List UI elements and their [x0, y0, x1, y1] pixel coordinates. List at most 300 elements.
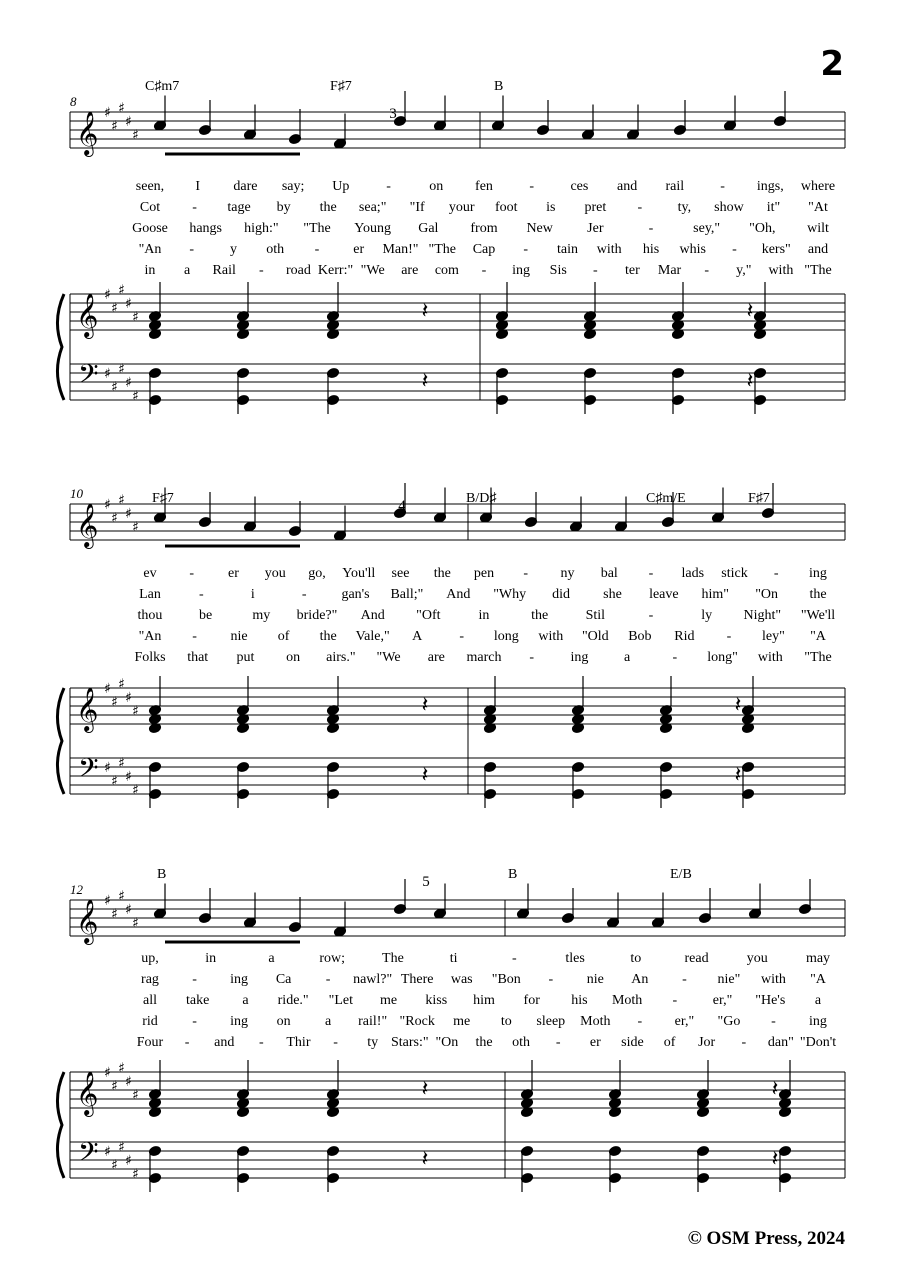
sharp-sign: ♯ — [125, 1074, 132, 1090]
quarter-rest: 𝄽 — [771, 1147, 779, 1172]
lyric-syllable: - — [459, 629, 465, 644]
lyric-syllable: ride." — [277, 993, 309, 1008]
lyrics — [134, 566, 835, 665]
bass-clef: 𝄢 — [78, 752, 99, 790]
sharp-sign: ♯ — [111, 1078, 118, 1095]
lyric-syllable: are — [427, 650, 445, 665]
lyric-syllable: and — [214, 1035, 235, 1050]
lyric-syllable: There — [400, 972, 434, 987]
lyric-syllable: - — [732, 242, 737, 257]
lyric-syllable: airs." — [326, 650, 356, 665]
lyric-syllable: Moth — [580, 1014, 611, 1029]
lyric-syllable: ter — [625, 263, 640, 278]
lyric-syllable: - — [741, 1035, 747, 1050]
lyric-syllable: ti — [449, 951, 458, 966]
lyric-syllable: from — [470, 221, 498, 236]
sharp-sign: ♯ — [125, 375, 132, 391]
lyric-syllable: and — [617, 179, 638, 194]
lyric-syllable: - — [192, 200, 197, 215]
lyric-syllable: er — [228, 566, 239, 581]
lyric-syllable: ing — [230, 972, 249, 987]
lyric-syllable: rid — [142, 1014, 158, 1029]
lyric-syllable: to — [630, 951, 642, 966]
quarter-rest: 𝄽 — [734, 763, 742, 788]
lyric-syllable: pret — [584, 200, 607, 215]
lyric-syllable: hangs — [189, 221, 223, 236]
sharp-sign: ♯ — [118, 282, 125, 299]
sharp-sign: ♯ — [132, 1087, 139, 1104]
lyric-syllable: nie — [230, 629, 248, 644]
quarter-rest: 𝄽 — [746, 299, 754, 324]
lyric-syllable: lads — [681, 566, 705, 581]
rehearsal-number: 4 — [398, 498, 406, 514]
lyric-syllable: er," — [712, 993, 733, 1008]
bass-clef: 𝄢 — [78, 358, 99, 396]
lyric-syllable: "Don't — [799, 1035, 837, 1050]
lyric-syllable: - — [189, 566, 195, 581]
lyric-syllable: - — [325, 972, 331, 987]
sharp-sign: ♯ — [118, 1060, 125, 1077]
lyric-syllable: - — [648, 608, 654, 623]
sharp-sign: ♯ — [132, 782, 139, 799]
lyric-syllable: Up — [332, 179, 350, 194]
piano-bass-staff — [70, 1139, 845, 1178]
lyric-syllable: a — [184, 263, 191, 278]
lyric-syllable: Jor — [698, 1035, 716, 1050]
lyric-syllable: "The — [303, 221, 331, 236]
lyric-syllable: dare — [233, 179, 258, 194]
music-system — [57, 483, 845, 808]
sharp-sign: ♯ — [104, 287, 111, 303]
chord-symbol: F♯7 — [748, 491, 770, 506]
lyric-syllable: "Rock — [399, 1014, 435, 1029]
lyric-syllable: you — [746, 951, 768, 966]
sharp-sign: ♯ — [111, 1157, 118, 1174]
sharp-sign: ♯ — [111, 118, 118, 135]
lyric-syllable: say; — [281, 179, 305, 194]
lyric-syllable: - — [726, 629, 732, 644]
lyric-syllable: road — [285, 263, 311, 278]
lyric-syllable: Folks — [134, 650, 166, 665]
treble-clef: 𝄞 — [76, 503, 99, 547]
quarter-rest: 𝄽 — [421, 299, 429, 324]
lyric-syllable: "If — [409, 200, 425, 215]
lyric-syllable: did — [552, 587, 571, 602]
lyric-syllable: of — [277, 629, 290, 644]
sharp-sign: ♯ — [111, 694, 118, 711]
lyric-syllable: - — [301, 587, 307, 602]
lyric-syllable: "We — [360, 263, 385, 278]
lyric-syllable: - — [189, 242, 195, 257]
lyric-syllable: him" — [701, 587, 729, 602]
lyric-syllable: - — [637, 200, 643, 215]
lyric-syllable: - — [648, 566, 654, 581]
lyric-syllable: ly — [701, 608, 713, 623]
brace — [57, 294, 64, 400]
quarter-rest: 𝄽 — [746, 369, 754, 394]
lyric-syllable: the — [475, 1035, 493, 1050]
lyric-syllable: his — [571, 993, 588, 1008]
quarter-rest: 𝄽 — [421, 1147, 429, 1172]
lyric-syllable: Vale," — [355, 629, 390, 644]
lyric-syllable: high:" — [244, 221, 279, 236]
lyric-syllable: in — [478, 608, 490, 623]
lyric-syllable: A — [412, 629, 423, 644]
lyric-syllable: long" — [707, 650, 738, 665]
lyric-syllable: "We — [376, 650, 401, 665]
lyric-syllable: with — [761, 972, 786, 987]
lyric-syllable: - — [720, 179, 725, 194]
sharp-sign: ♯ — [125, 769, 132, 785]
lyric-syllable: "Why — [493, 587, 527, 602]
lyric-syllable: was — [450, 972, 473, 987]
rehearsal-number: 3 — [389, 106, 397, 122]
chord-symbol: C♯m/E — [646, 491, 686, 506]
lyric-syllable: seen, — [135, 179, 165, 194]
lyric-syllable: "The — [428, 242, 456, 257]
piano-treble-staff — [70, 294, 845, 330]
lyric-syllable: ing — [809, 566, 827, 581]
lyric-syllable: "Go — [717, 1014, 741, 1029]
lyric-syllable: "Oh, — [749, 221, 776, 236]
lyric-syllable: with — [757, 650, 783, 665]
lyric-syllable: - — [523, 242, 529, 257]
lyric-syllable: - — [192, 1014, 197, 1029]
sharp-sign: ♯ — [118, 361, 125, 378]
sharp-sign: ♯ — [104, 681, 111, 697]
quarter-rest: 𝄽 — [421, 763, 429, 788]
lyric-syllable: kiss — [425, 993, 448, 1008]
quarter-rest: 𝄽 — [421, 1077, 429, 1102]
brace — [57, 688, 64, 794]
lyric-syllable: "Let — [328, 993, 354, 1008]
lyric-syllable: Jer — [587, 221, 604, 236]
sharp-sign: ♯ — [132, 1166, 139, 1183]
lyric-syllable: Bob — [628, 629, 652, 644]
lyric-syllable: y — [230, 242, 237, 257]
sharp-sign: ♯ — [111, 510, 118, 527]
lyric-syllable: the — [319, 200, 337, 215]
lyric-syllable: me — [453, 1014, 471, 1029]
lyric-syllable: with — [768, 263, 794, 278]
piano-treble-staff — [70, 1072, 845, 1108]
sharp-sign: ♯ — [125, 114, 132, 130]
lyric-syllable: in — [205, 951, 217, 966]
lyric-syllable: in — [144, 263, 156, 278]
chord-symbol: C♯m7 — [145, 79, 180, 94]
quarter-rest: 𝄽 — [734, 693, 742, 718]
lyric-syllable: - — [192, 972, 197, 987]
lyric-syllable: Young — [354, 221, 392, 236]
lyric-syllable: take — [186, 993, 210, 1008]
lyric-syllable: - — [672, 993, 678, 1008]
sharp-sign: ♯ — [111, 379, 118, 396]
lyric-syllable: sleep — [536, 1014, 566, 1029]
lyric-syllable: oth — [266, 242, 285, 257]
lyric-syllable: I — [195, 179, 201, 194]
lyric-syllable: - — [199, 587, 204, 602]
lyric-syllable: - — [512, 951, 517, 966]
chord-symbol: F♯7 — [330, 79, 352, 94]
lyric-syllable: Moth — [611, 993, 643, 1008]
lyric-syllable: Man!" — [382, 242, 419, 257]
lyric-syllable: y," — [736, 263, 752, 278]
lyric-syllable: Lan — [139, 587, 161, 602]
lyric-syllable: "An — [138, 242, 162, 257]
sharp-sign: ♯ — [111, 300, 118, 317]
lyric-syllable: - — [648, 221, 654, 236]
lyric-syllable: "Old — [581, 629, 609, 644]
lyric-syllable: thou — [137, 608, 163, 623]
lyric-syllable: a — [268, 951, 275, 966]
lyric-syllable: - — [704, 263, 710, 278]
lyric-syllable: a — [814, 993, 822, 1008]
lyric-syllable: Ca — [275, 972, 292, 987]
lyric-syllable: "A — [810, 972, 826, 987]
lyric-syllable: side — [621, 1035, 644, 1050]
lyric-syllable: Sis — [549, 263, 567, 278]
lyric-syllable: pen — [473, 566, 495, 581]
copyright: © OSM Press, 2024 — [687, 1228, 845, 1249]
lyric-syllable: Ball;" — [390, 587, 424, 602]
lyric-syllable: - — [529, 179, 535, 194]
lyric-syllable: The — [382, 951, 404, 966]
lyric-syllable: to — [500, 1014, 512, 1029]
lyric-syllable: An — [631, 972, 649, 987]
lyric-syllable: up, — [141, 951, 159, 966]
chord-symbol: B — [508, 867, 518, 882]
lyric-syllable: the — [531, 608, 549, 623]
lyric-syllable: ty, — [677, 200, 692, 215]
lyric-syllable: by — [276, 200, 291, 215]
lyric-syllable: sey," — [693, 221, 721, 236]
sharp-sign: ♯ — [118, 492, 125, 509]
lyric-syllable: "We'll — [800, 608, 836, 623]
lyric-syllable: - — [529, 650, 535, 665]
sharp-sign: ♯ — [111, 773, 118, 790]
lyric-syllable: - — [258, 263, 264, 278]
lyric-syllable: And — [446, 587, 471, 602]
lyric-syllable: him — [473, 993, 495, 1008]
lyric-syllable: rail — [665, 179, 685, 194]
lyric-syllable: sea;" — [358, 200, 387, 215]
sharp-sign: ♯ — [111, 906, 118, 923]
lyric-syllable: for — [523, 993, 540, 1008]
lyric-syllable: - — [523, 566, 529, 581]
sharp-sign: ♯ — [118, 888, 125, 905]
sharp-sign: ♯ — [132, 127, 139, 144]
lyric-syllable: "Oft — [416, 608, 441, 623]
lyric-syllable: with — [596, 242, 622, 257]
sharp-sign: ♯ — [118, 100, 125, 117]
chord-symbol: B — [157, 867, 167, 882]
lyric-syllable: tage — [227, 200, 251, 215]
sharp-sign: ♯ — [104, 105, 111, 121]
sharp-sign: ♯ — [104, 497, 111, 513]
lyric-syllable: see — [391, 566, 410, 581]
lyric-syllable: gan's — [341, 587, 370, 602]
sharp-sign: ♯ — [104, 760, 111, 776]
lyrics — [132, 179, 835, 278]
lyric-syllable: a — [325, 1014, 332, 1029]
sharp-sign: ♯ — [132, 388, 139, 405]
measure-number: 8 — [70, 94, 77, 109]
sharp-sign: ♯ — [132, 703, 139, 720]
lyric-syllable: oth — [512, 1035, 531, 1050]
lyric-syllable: wilt — [807, 221, 829, 236]
lyric-syllable: tles — [565, 951, 585, 966]
lyric-syllable: it" — [766, 200, 781, 215]
lyric-syllable: nie — [586, 972, 604, 987]
lyric-syllable: nawl?" — [353, 972, 393, 987]
lyric-syllable: may — [805, 951, 831, 966]
lyric-syllable: New — [526, 221, 553, 236]
lyric-syllable: long — [493, 629, 519, 644]
lyric-syllable: Cap — [472, 242, 496, 257]
measure-number: 12 — [70, 882, 83, 897]
lyrics — [137, 951, 836, 1050]
sharp-sign: ♯ — [118, 1139, 125, 1156]
piano-bass-staff — [70, 755, 845, 794]
lyric-syllable: his — [642, 242, 660, 257]
sharp-sign: ♯ — [125, 690, 132, 706]
rehearsal-number: 5 — [422, 874, 430, 890]
piano-treble-staff — [70, 688, 845, 724]
lyric-syllable: - — [192, 629, 197, 644]
lyric-syllable: on — [429, 179, 444, 194]
lyric-syllable: your — [448, 200, 475, 215]
lyric-syllable: go, — [308, 566, 326, 581]
lyric-syllable: Four — [136, 1035, 164, 1050]
lyric-syllable: fen — [475, 179, 493, 194]
lyric-syllable: the — [809, 587, 827, 602]
lyric-syllable: ley" — [762, 629, 785, 644]
lyric-syllable: the — [433, 566, 451, 581]
lyric-syllable: is — [546, 200, 556, 215]
chord-symbol: E/B — [670, 867, 692, 882]
lyric-syllable: rail!" — [358, 1014, 388, 1029]
lyric-syllable: "The — [804, 263, 832, 278]
lyric-syllable: nie" — [717, 972, 741, 987]
lyric-syllable: a — [624, 650, 631, 665]
lyric-syllable: - — [771, 1014, 776, 1029]
lyric-syllable: And — [360, 608, 385, 623]
lyric-syllable: - — [555, 1035, 561, 1050]
lyric-syllable: i — [250, 587, 255, 602]
measure-number: 10 — [70, 486, 83, 501]
lyric-syllable: er," — [674, 1014, 695, 1029]
lyric-syllable: on — [286, 650, 301, 665]
lyric-syllable: ing — [570, 650, 589, 665]
treble-clef: 𝄞 — [76, 899, 99, 943]
lyric-syllable: be — [199, 608, 213, 623]
lyric-syllable: - — [258, 1035, 264, 1050]
lyric-syllable: er — [353, 242, 365, 257]
lyric-syllable: show — [714, 200, 744, 215]
lyric-syllable: ny — [560, 566, 575, 581]
lyric-syllable: whis — [679, 242, 706, 257]
lyric-syllable: ty — [367, 1035, 379, 1050]
lyric-syllable: Night" — [743, 608, 782, 623]
sharp-sign: ♯ — [104, 893, 111, 909]
piano-bass-staff — [70, 361, 845, 400]
lyric-syllable: the — [319, 629, 337, 644]
lyric-syllable: ev — [143, 566, 157, 581]
lyric-syllable: row; — [319, 951, 346, 966]
lyric-syllable: Stil — [585, 608, 606, 623]
music-system — [57, 867, 845, 1192]
quarter-rest: 𝄽 — [771, 1077, 779, 1102]
lyric-syllable: Kerr:" — [317, 263, 354, 278]
lyric-syllable: "Bon — [491, 972, 521, 987]
lyric-syllable: foot — [494, 200, 518, 215]
treble-clef: 𝄞 — [76, 293, 99, 337]
sharp-sign: ♯ — [104, 1144, 111, 1160]
lyric-syllable: and — [807, 242, 829, 257]
lyric-syllable: ing — [512, 263, 531, 278]
lyric-syllable: Thir — [286, 1035, 311, 1050]
lyric-syllable: put — [236, 650, 255, 665]
lyric-syllable: - — [672, 650, 678, 665]
sharp-sign: ♯ — [132, 309, 139, 326]
brace — [57, 1072, 64, 1178]
treble-clef: 𝄞 — [76, 1071, 99, 1115]
lyric-syllable: stick — [721, 566, 748, 581]
lyric-syllable: - — [314, 242, 320, 257]
lyric-syllable: that — [187, 650, 209, 665]
lyric-syllable: my — [252, 608, 271, 623]
treble-clef: 𝄞 — [76, 687, 99, 731]
lyric-syllable: - — [184, 1035, 190, 1050]
lyric-syllable: read — [684, 951, 709, 966]
sharp-sign: ♯ — [125, 1153, 132, 1169]
sharp-sign: ♯ — [104, 1065, 111, 1081]
lyric-syllable: march — [466, 650, 502, 665]
lyric-syllable: - — [481, 263, 487, 278]
lyric-syllable: dan" — [767, 1035, 794, 1050]
sharp-sign: ♯ — [118, 676, 125, 693]
lyric-syllable: - — [548, 972, 554, 987]
lyric-syllable: bal — [600, 566, 618, 581]
sharp-sign: ♯ — [132, 915, 139, 932]
lyric-syllable: ings, — [756, 179, 784, 194]
chord-symbol: B/D♯ — [466, 491, 497, 506]
voice-staff — [70, 504, 845, 540]
sharp-sign: ♯ — [118, 755, 125, 772]
lyric-syllable: rag — [141, 972, 159, 987]
chord-symbol: F♯7 — [152, 491, 174, 506]
lyric-syllable: - — [773, 566, 779, 581]
page-number: 2 — [820, 44, 844, 84]
chord-symbol: B — [494, 79, 504, 94]
lyric-syllable: me — [380, 993, 398, 1008]
lyric-syllable: - — [386, 179, 391, 194]
lyric-syllable: are — [401, 263, 419, 278]
lyric-syllable: "He's — [755, 993, 786, 1008]
lyric-syllable: "An — [138, 629, 162, 644]
lyric-syllable: Mar — [657, 263, 682, 278]
lyric-syllable: kers" — [761, 242, 791, 257]
lyric-syllable: com — [434, 263, 459, 278]
lyric-syllable: ing — [809, 1014, 827, 1029]
lyric-syllable: Goose — [132, 221, 168, 236]
lyric-syllable: tain — [557, 242, 578, 257]
quarter-rest: 𝄽 — [421, 693, 429, 718]
sharp-sign: ♯ — [125, 296, 132, 312]
sharp-sign: ♯ — [125, 506, 132, 522]
lyric-syllable: Gal — [418, 221, 439, 236]
lyric-syllable: she — [603, 587, 622, 602]
